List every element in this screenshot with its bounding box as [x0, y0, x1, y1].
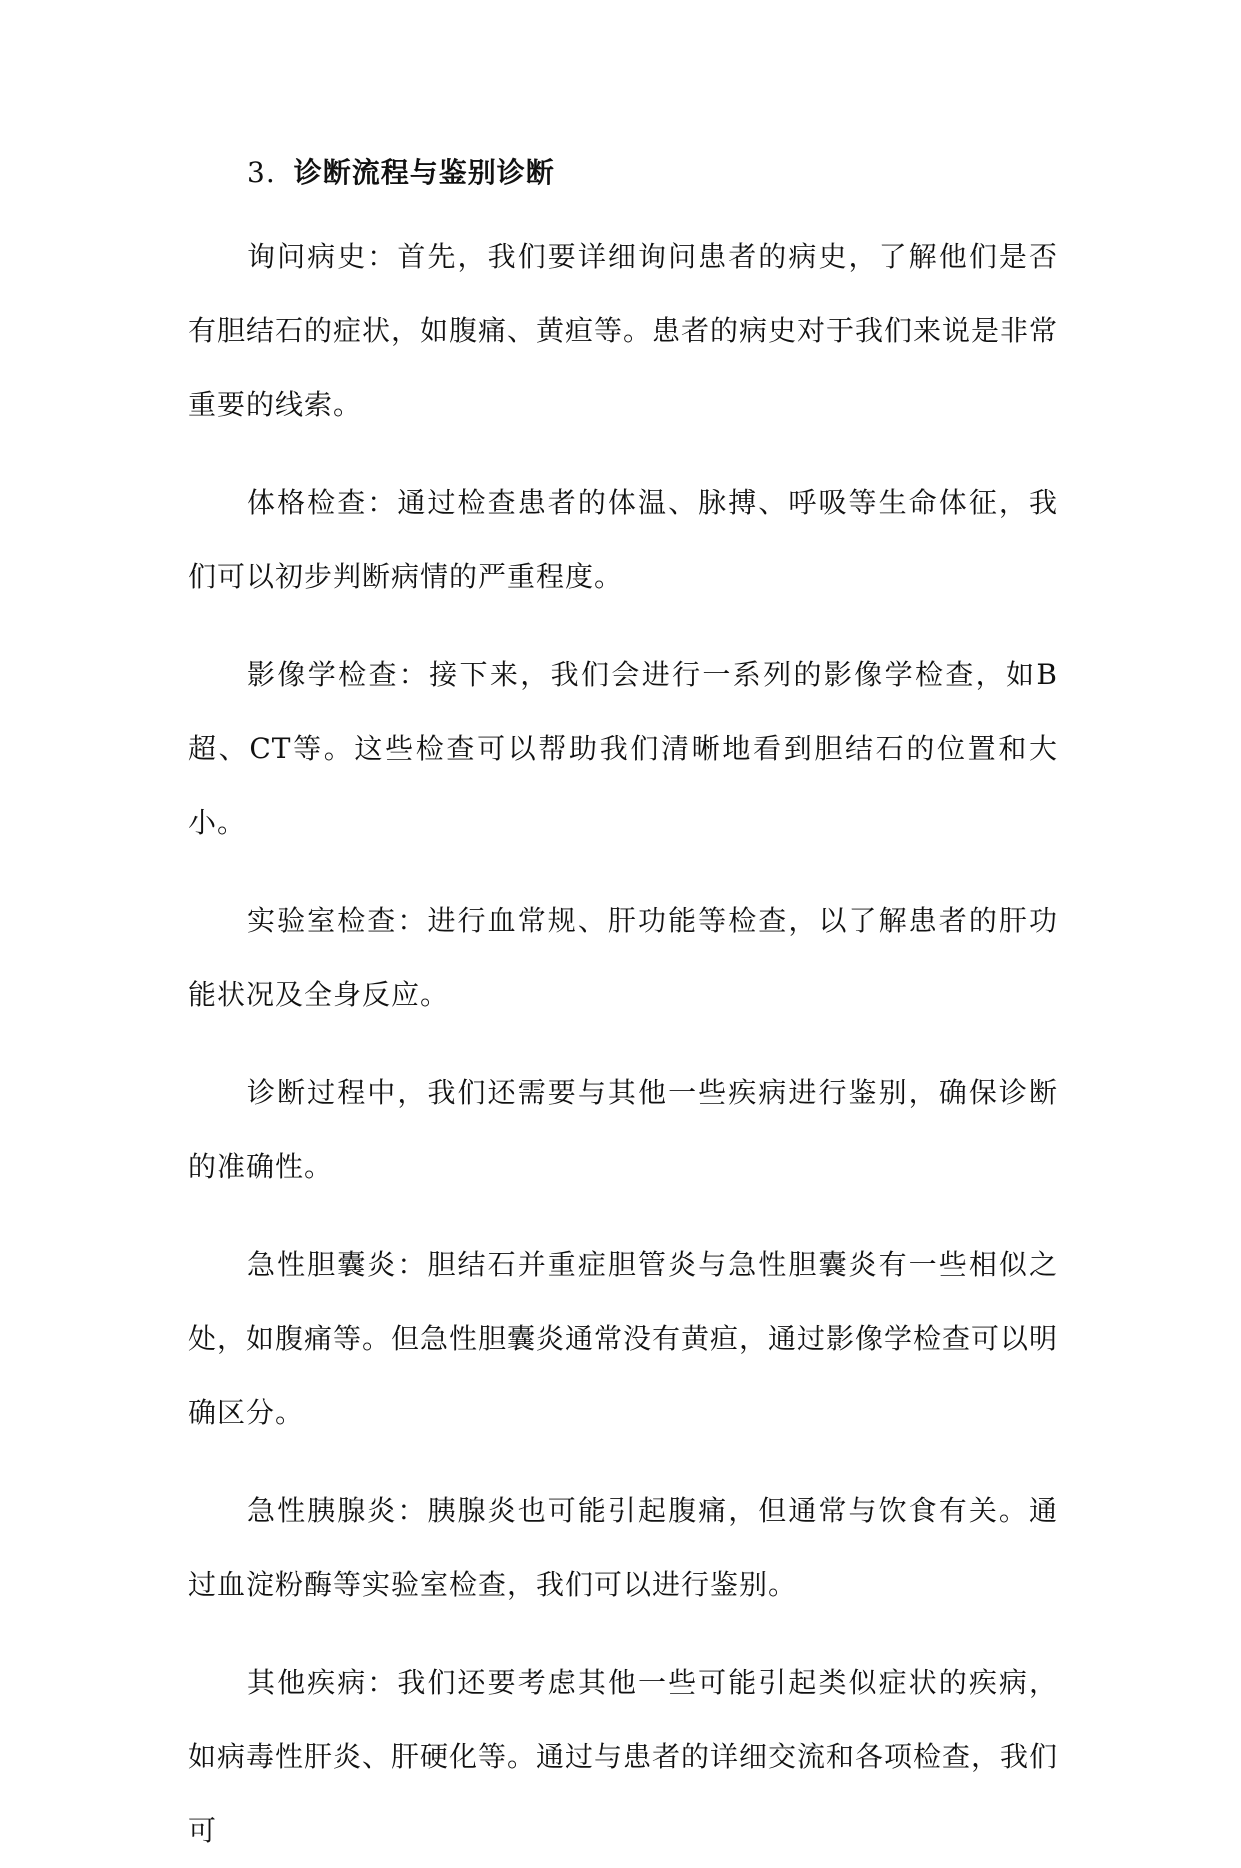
paragraph-imaging: 影像学检查：接下来，我们会进行一系列的影像学检查，如B超、CT等。这些检查可以帮助我们清晰地看到胆结石的位置和大小。 — [188, 658, 1058, 839]
paragraph-differential-intro: 诊断过程中，我们还需要与其他一些疾病进行鉴别，确保诊断的准确性。 — [188, 1076, 1058, 1183]
paragraph-pancreatitis: 急性胰腺炎：胰腺炎也可能引起腹痛，但通常与饮食有关。通过血淀粉酶等实验室检查，我们可以进行鉴别。 — [188, 1494, 1058, 1601]
paragraph-lab-tests: 实验室检查：进行血常规、肝功能等检查，以了解患者的肝功能状况及全身反应。 — [188, 904, 1058, 1011]
document-body — [188, 148, 1058, 1868]
paragraph-history: 询问病史：首先，我们要详细询问患者的病史，了解他们是否有胆结石的症状，如腹痛、黄疸等。患者的病史对于我们来说是非常重要的线索。 — [188, 240, 1059, 421]
paragraph-cholecystitis: 急性胆囊炎：胆结石并重症胆管炎与急性胆囊炎有一些相似之处，如腹痛等。但急性胆囊炎通常没有黄疸，通过影像学检查可以明确区分。 — [188, 1248, 1059, 1429]
section-title: 诊断流程与鉴别诊断 — [293, 156, 555, 189]
section-number: 3. — [247, 156, 276, 189]
paragraph-other-diseases: 其他疾病：我们还要考虑其他一些可能引起类似症状的疾病，如病毒性肝炎、肝硬化等。通过与患者的详细交流和各项检查，我们可 — [188, 1666, 1059, 1847]
paragraph-physical-exam: 体格检查：通过检查患者的体温、脉搏、呼吸等生命体征，我们可以初步判断病情的严重程度。 — [188, 486, 1058, 593]
section-heading — [247, 148, 1058, 198]
